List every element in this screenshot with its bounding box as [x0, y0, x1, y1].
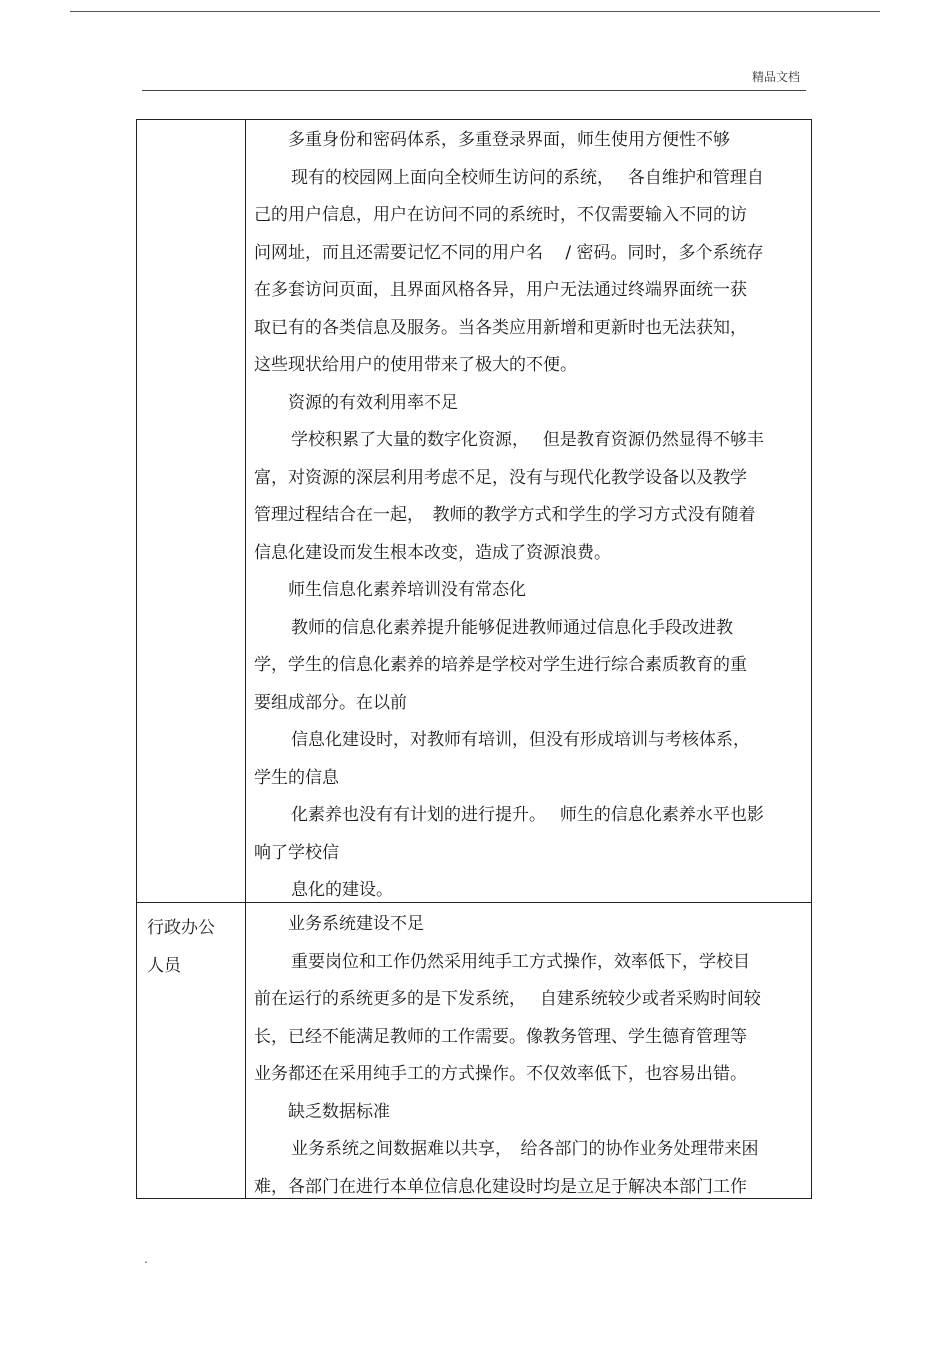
row-label-line: 行政办公	[147, 918, 215, 938]
text-line: 息化的建设。	[291, 880, 393, 900]
heading-line: 师生信息化素养培训没有常态化	[288, 580, 526, 600]
text-line: 这些现状给用户的使用带来了极大的不便。	[254, 355, 577, 375]
text-line: 难，各部门在进行本单位信息化建设时均是立足于解决本部门工作	[254, 1176, 747, 1197]
text-line: 现有的校园网上面向全校师生访问的系统， 各自维护和管理自	[291, 167, 764, 188]
heading-line: 多重身份和密码体系，多重登录界面，师生使用方便性不够	[288, 130, 730, 150]
footer-mark: .	[144, 1252, 148, 1266]
text-line: 要组成部分。在以前	[254, 692, 407, 713]
heading-line: 缺乏数据标准	[288, 1101, 390, 1122]
text-line: 学生的信息	[254, 767, 339, 788]
table-cell-row1-content	[254, 122, 800, 910]
text-line: 己的用户信息，用户在访问不同的系统时，不仅需要输入不同的访	[254, 205, 747, 225]
content-table	[136, 119, 812, 1199]
table-cell-row2-content	[254, 906, 800, 1206]
text-line: 业务系统之间数据难以共享， 给各部门的协作业务处理带来困	[291, 1139, 759, 1159]
table-column-divider	[245, 120, 246, 1198]
heading-line: 业务系统建设不足	[288, 914, 424, 934]
top-rule	[70, 11, 880, 12]
text-line: 在多套访问页面，且界面风格各异，用户无法通过终端界面统一获	[254, 280, 747, 300]
text-line: 学校积累了大量的数字化资源， 但是教育资源仍然显得不够丰	[291, 430, 764, 450]
text-line: 问网址，而且还需要记忆不同的用户名 / 密码。同时，多个系统存	[254, 242, 764, 263]
text-line: 信息化建设时，对教师有培训，但没有形成培训与考核体系，	[291, 730, 750, 750]
text-line: 学，学生的信息化素养的培养是学校对学生进行综合素质教育的重	[254, 655, 747, 675]
text-line: 响了学校信	[254, 842, 339, 863]
text-line: 前在运行的系统更多的是下发系统， 自建系统较少或者采购时间较	[254, 989, 761, 1009]
table-cell-row2-label	[147, 910, 239, 985]
text-line: 化素养也没有有计划的进行提升。 师生的信息化素养水平也影	[291, 805, 764, 825]
text-line: 富，对资源的深层利用考虑不足，没有与现代化教学设备以及教学	[254, 467, 747, 488]
text-line: 长，已经不能满足教师的工作需要。像教务管理、学生德育管理等	[254, 1026, 747, 1047]
text-line: 业务都还在采用纯手工的方式操作。不仅效率低下，也容易出错。	[254, 1064, 747, 1084]
header-label: 精品文档	[751, 70, 800, 84]
text-line: 取已有的各类信息及服务。当各类应用新增和更新时也无法获知，	[254, 317, 747, 338]
header-rule	[142, 90, 806, 91]
text-line: 管理过程结合在一起， 教师的教学方式和学生的学习方式没有随着	[254, 505, 756, 525]
text-line: 信息化建设而发生根本改变，造成了资源浪费。	[254, 542, 611, 563]
text-line: 重要岗位和工作仍然采用纯手工方式操作，效率低下，学校目	[291, 951, 750, 972]
text-line: 教师的信息化素养提升能够促进教师通过信息化手段改进教	[291, 617, 733, 638]
heading-line: 资源的有效利用率不足	[288, 392, 458, 413]
row-label-line: 人员	[147, 955, 181, 976]
